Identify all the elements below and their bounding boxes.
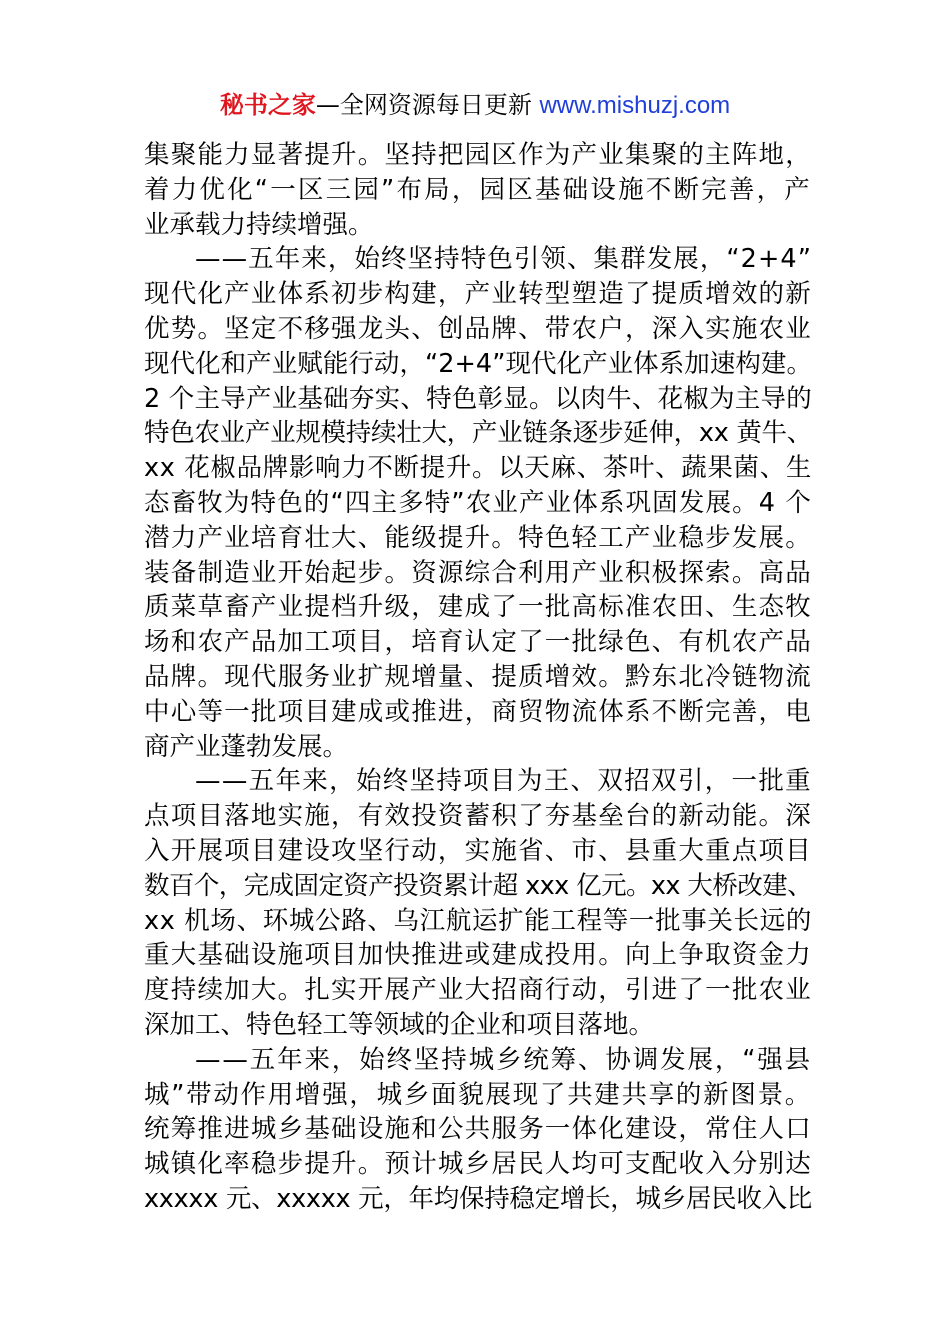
text-line: 着力优化“一区三园”布局，园区基础设施不断完善，产: [144, 174, 812, 205]
text-line: 中心等一批项目建成或推进，商贸物流体系不断完善，电: [144, 696, 812, 727]
text-line: xx 机场、环城公路、乌江航运扩能工程等一批事关长远的: [144, 905, 813, 936]
text-line: 现代化产业体系初步构建，产业转型塑造了提质增效的新: [144, 279, 812, 310]
text-line: 重大基础设施项目加快推进或建成投用。向上争取资金力: [144, 940, 812, 971]
text-line: 装备制造业开始起步。资源综合利用产业积极探索。高品: [144, 557, 812, 588]
text-line: 城镇化率稳步提升。预计城乡居民人均可支配收入分别达: [144, 1149, 812, 1180]
text-line: 场和农产品加工项目，培育认定了一批绿色、有机农产品: [144, 627, 812, 658]
text-line: 商产业蓬勃发展。: [144, 731, 349, 762]
text-line: xx 花椒品牌影响力不断提升。以天麻、茶叶、蔬果菌、生: [144, 453, 813, 484]
site-url-link[interactable]: www.mishuzj.com: [539, 92, 731, 119]
text-line: 优势。坚定不移强龙头、创品牌、带农户，深入实施农业: [144, 313, 812, 344]
text-line: 2 个主导产业基础夯实、特色彰显。以肉牛、花椒为主导的: [144, 383, 812, 414]
text-line: 度持续加大。扎实开展产业大招商行动，引进了一批农业: [144, 975, 812, 1006]
text-line: 城”带动作用增强，城乡面貌展现了共建共享的新图景。: [144, 1079, 812, 1110]
text-line: 统筹推进城乡基础设施和公共服务一体化建设，常住人口: [144, 1114, 812, 1145]
text-line: 集聚能力显著提升。坚持把园区作为产业集聚的主阵地，: [144, 140, 812, 170]
text-line: 业承载力持续增强。: [144, 209, 374, 240]
paragraph-start-line: ——五年来，始终坚持项目为王、双招双引，一批重: [195, 766, 812, 797]
text-line: 态畜牧为特色的“四主多特”农业产业体系巩固发展。4 个: [144, 487, 812, 518]
text-line: 数百个，完成固定资产投资累计超 xxx 亿元。xx 大桥改建、: [144, 870, 812, 901]
text-line: 深加工、特色轻工等领域的企业和项目落地。: [144, 1009, 655, 1040]
text-line: xxxxx 元、xxxxx 元，年均保持稳定增长，城乡居民收入比: [144, 1183, 813, 1214]
header-tagline: —全网资源每日更新: [315, 91, 540, 119]
text-line: 入开展项目建设攻坚行动，实施省、市、县重大重点项目: [144, 835, 812, 866]
paragraph-start-line: ——五年来，始终坚持特色引领、集群发展，“2+4”: [195, 244, 812, 275]
text-line: 特色农业产业规模持续壮大，产业链条逐步延伸，xx 黄牛、: [144, 418, 813, 449]
text-line: 潜力产业培育壮大、能级提升。特色轻工产业稳步发展。: [144, 522, 812, 553]
site-header: [0, 88, 950, 123]
paragraph-start-line: ——五年来，始终坚持城乡统筹、协调发展，“强县: [195, 1044, 812, 1075]
text-line: 品牌。现代服务业扩规增量、提质增效。黔东北冷链物流: [144, 661, 812, 692]
text-line: 质菜草畜产业提档升级，建成了一批高标准农田、生态牧: [144, 592, 812, 623]
brand-name: 秘书之家: [219, 91, 316, 119]
document-body: [144, 138, 824, 1217]
text-line: 点项目落地实施，有效投资蓄积了夯基垒台的新动能。深: [144, 801, 812, 832]
text-line: 现代化和产业赋能行动，“2+4”现代化产业体系加速构建。: [144, 348, 812, 379]
